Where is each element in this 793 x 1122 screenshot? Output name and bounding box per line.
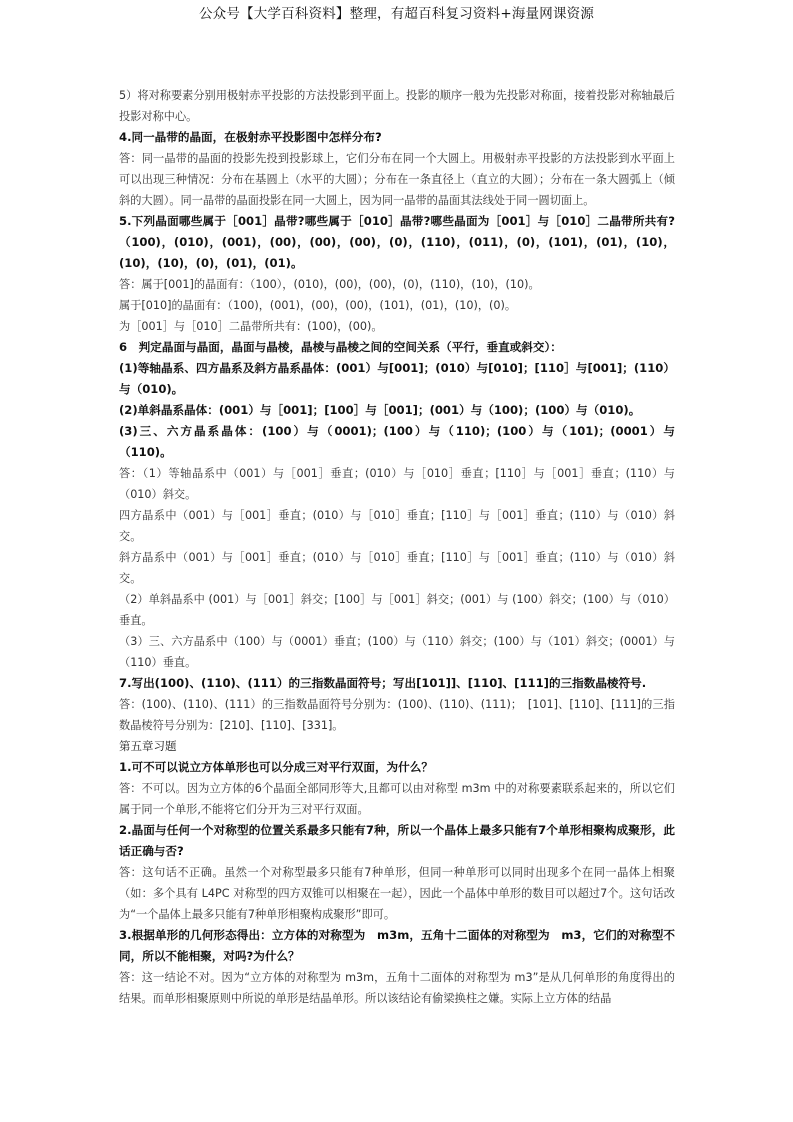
answer-6-monoclinic: （2）单斜晶系中 (001）与［001］斜交；[100］与［001］斜交；(001）与 (100）斜交；(100）与（010）垂直。 — [119, 593, 675, 627]
chapter5-question-1: 1.可不可以说立方体单形也可以分成三对平行双面，为什么？ — [119, 760, 433, 774]
answer-5-line-3: 为［001］与［010］二晶带所共有：(100)，(00)。 — [119, 320, 383, 333]
question-6-part-3: (3)三、六方晶系晶体：(100）与（0001)；(100）与（110)；(100）与（101)；(0001）与（110)。 — [119, 424, 675, 459]
chapter5-answer-1: 答：不可以。因为立方体的6个晶面全部同形等大,且都可以由对称型 m3m 中的对称要素联系起来的，所以它们属于同一个单形,不能将它们分开为三对平行双面。 — [119, 782, 675, 816]
answer-5-line-1: 答：属于[001]的晶面有：（100），(010)，(00)，(00)，(0)，(110)，(10)，(10)。 — [119, 278, 540, 291]
question-6-part-2: (2)单斜晶系晶体：(001）与［001]；[100］与［001]；(001）与（100)；(100）与（010)。 — [119, 403, 641, 417]
chapter5-answer-3: 答：这一结论不对。因为“立方体的对称型为 m3m，五角十二面体的对称型为 m3”是从几何单形的角度得出的结果。而单形相聚原则中所说的单形是结晶单形。所以该结论有偷梁换柱之嫌。实际上立方体的结晶 — [119, 971, 675, 1005]
answer-6-hexagonal: （3）三、六方晶系中（100）与（0001）垂直；(100）与（110）斜交；(100）与（101）斜交；(0001）与（110）垂直。 — [119, 635, 675, 669]
question-7: 7.写出(100)、(110)、(111）的三指数晶面符号；写出[101]]、[110]、[111]的三指数晶棱符号. — [119, 676, 647, 690]
question-5: 5.下列晶面哪些属于［001］晶带?哪些属于［010］晶带?哪些晶面为［001］与［010］二晶带所共有?（100)，(010)，(001)，(00)，(00)，(00)，(0)，(110)，(011)，(0)，(101)，(01)，(10)，(10)，(10)，(0)，(01)，(01)。 — [119, 214, 675, 270]
chapter-title: 第五章习题 — [119, 739, 177, 753]
answer-paragraph: 5）将对称要素分别用极射赤平投影的方法投影到平面上。投影的顺序一般为先投影对称面，接着投影对称轴最后投影对称中心。 — [119, 89, 675, 123]
answer-6-cubic: 答：（1）等轴晶系中（001）与［001］垂直；(010）与［010］垂直；[110］与［001］垂直；(110）与（010）斜交。 — [119, 467, 675, 501]
chapter5-answer-2: 答：这句话不正确。虽然一个对称型最多只能有7种单形，但同一种单形可以同时出现多个在同一晶体上相聚（如：多个具有 L4PC 对称型的四方双锥可以相聚在一起），因此一个晶体中单形的数目可以超过7个。这句话改为“一个晶体上最多只能有7种单形相聚构成聚形”即可。 — [119, 866, 675, 921]
answer-6-orthorhombic: 斜方晶系中（001）与［001］垂直；(010）与［010］垂直；[110］与［001］垂直；(110）与（010）斜交。 — [119, 551, 675, 585]
document-body — [119, 85, 675, 1009]
answer-7: 答：(100)、(110)、(111）的三指数晶面符号分别为：(100)、(110)、(111)； [101]、[110]、[111]的三指数晶棱符号分别为：[210]、[110]、[331]。 — [119, 698, 675, 732]
question-6-part-1: (1)等轴晶系、四方晶系及斜方晶系晶体：(001）与[001]；(010）与[010]；[110］与[001]；(110）与（010)。 — [119, 361, 675, 396]
chapter5-question-3: 3.根据单形的几何形态得出：立方体的对称型为 m3m，五角十二面体的对称型为 m3，它们的对称型不同，所以不能相聚，对吗?为什么？ — [119, 928, 675, 963]
question-4: 4.同一晶带的晶面，在极射赤平投影图中怎样分布? — [119, 130, 382, 144]
question-6: 6 判定晶面与晶面，晶面与晶棱，晶棱与晶棱之间的空间关系（平行，垂直或斜交）： — [119, 340, 562, 354]
answer-4: 答：同一晶带的晶面的投影先投到投影球上，它们分布在同一个大圆上。用极射赤平投影的方法投影到水平面上可以出现三种情况：分布在基圆上（水平的大圆）；分布在一条直径上（直立的大圆）；分布在一条大圆弧上（倾斜的大圆）。同一晶带的晶面投影在同一大圆上，因为同一晶带的晶面其法线处于同一圆切面上。 — [119, 152, 675, 207]
chapter5-question-2: 2.晶面与任何一个对称型的位置关系最多只能有7种，所以一个晶体上最多只能有7个单形相聚构成聚形，此话正确与否? — [119, 823, 675, 858]
answer-5-line-2: 属于[010]的晶面有：（100)，(001)，(00)，(00)，(101)，(01)，(10)，(0)。 — [119, 299, 517, 312]
page-header: 公众号【大学百科资料】整理，有超百科复习资料+海量网课资源 — [198, 6, 595, 22]
answer-6-tetragonal: 四方晶系中（001）与［001］垂直；(010）与［010］垂直；[110］与［001］垂直；(110）与（010）斜交。 — [119, 509, 675, 543]
